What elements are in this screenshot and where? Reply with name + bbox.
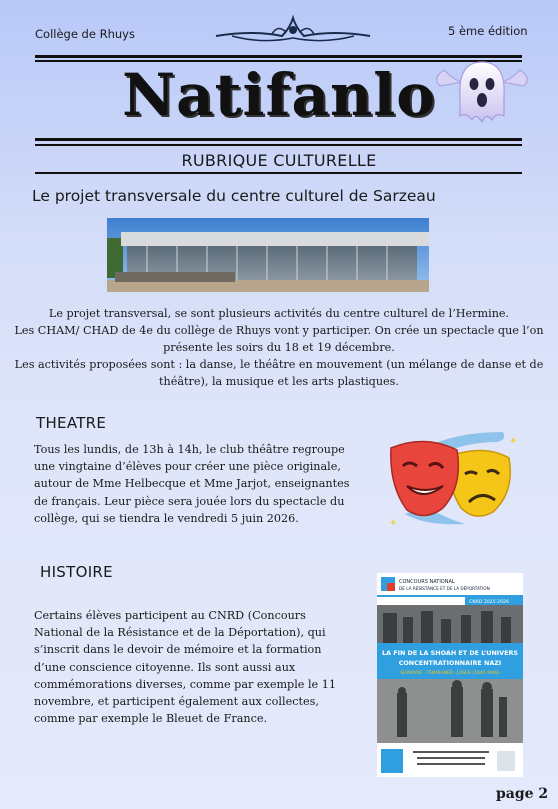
newspaper-title: Natifanlo: [122, 61, 436, 129]
edition-label: 5 ème édition: [448, 24, 528, 38]
svg-text:✦: ✦: [509, 436, 518, 447]
section-banner: RUBRIQUE CULTURELLE: [181, 151, 377, 170]
theatre-heading: THEATRE: [36, 414, 107, 432]
poster-subtitle: SURVIVRE · TÉMOIGNER · JUGER (1944-1948): [400, 671, 500, 676]
article-intro: [14, 305, 544, 390]
article-headline: Le projet transversale du centre culturel de Sarzeau: [32, 187, 436, 205]
poster-title1: LA FIN DE LA SHOAH ET DE L’UNIVERS: [381, 649, 519, 657]
poster-line1: CONCOURS NATIONAL: [399, 579, 455, 585]
rule-middle: [35, 138, 522, 141]
cnrd-poster: [377, 573, 523, 777]
poster-title2: CONCENTRATIONNAIRE NAZI: [398, 659, 502, 667]
ornament-divider: [212, 12, 374, 50]
histoire-heading: HISTOIRE: [40, 563, 113, 581]
intro-paragraph: Les CHAM/ CHAD de 4e du collège de Rhuys vont y participer. On crée un spectacle que l’on présente les soirs du 18 et 19 décembre.: [14, 324, 544, 354]
intro-paragraph: Le projet transversal, se sont plusieurs activités du centre culturel de l’Hermine.: [48, 307, 510, 320]
school-name: Collège de Rhuys: [35, 27, 135, 41]
rule-middle-thin: [35, 144, 522, 146]
rule-bottom: [35, 172, 522, 174]
ghost-icon: [432, 56, 532, 134]
intro-paragraph: Les activités proposées sont : la danse, le théâtre en mouvement (un mélange de danse et de théâtre), la musique et les arts plastiques.: [14, 358, 544, 388]
histoire-paragraph: Certains élèves participent au CNRD (Concours National de la Résistance et de la Déportation), qui s’inscrit dans le devoir de mémoire et la formation d’une conscience citoyenne. Ils sont aussi aux commémorations diverses, comme par exemple le 11 novembre, et participent également aux collectes, comme par exemple le Bleuet de France.: [34, 609, 336, 726]
poster-year: CNRD 2025-2026: [469, 600, 509, 605]
page-number: page 2: [496, 786, 549, 802]
building-photo: [107, 218, 429, 292]
svg-text:✦: ✦: [389, 518, 398, 529]
theatre-masks-icon: [385, 426, 520, 532]
poster-line2: DE LA RÉSISTANCE ET DE LA DÉPORTATION: [399, 586, 490, 591]
theatre-paragraph: Tous les lundis, de 13h à 14h, le club théâtre regroupe une vingtaine d’élèves pour créer une pièce originale, autour de Mme Helbecque et Mme Jarjot, enseignantes de français. Leur pièce sera jouée lors du spectacle du collège, qui se tiendra le vendredi 5 juin 2026.: [34, 443, 350, 525]
